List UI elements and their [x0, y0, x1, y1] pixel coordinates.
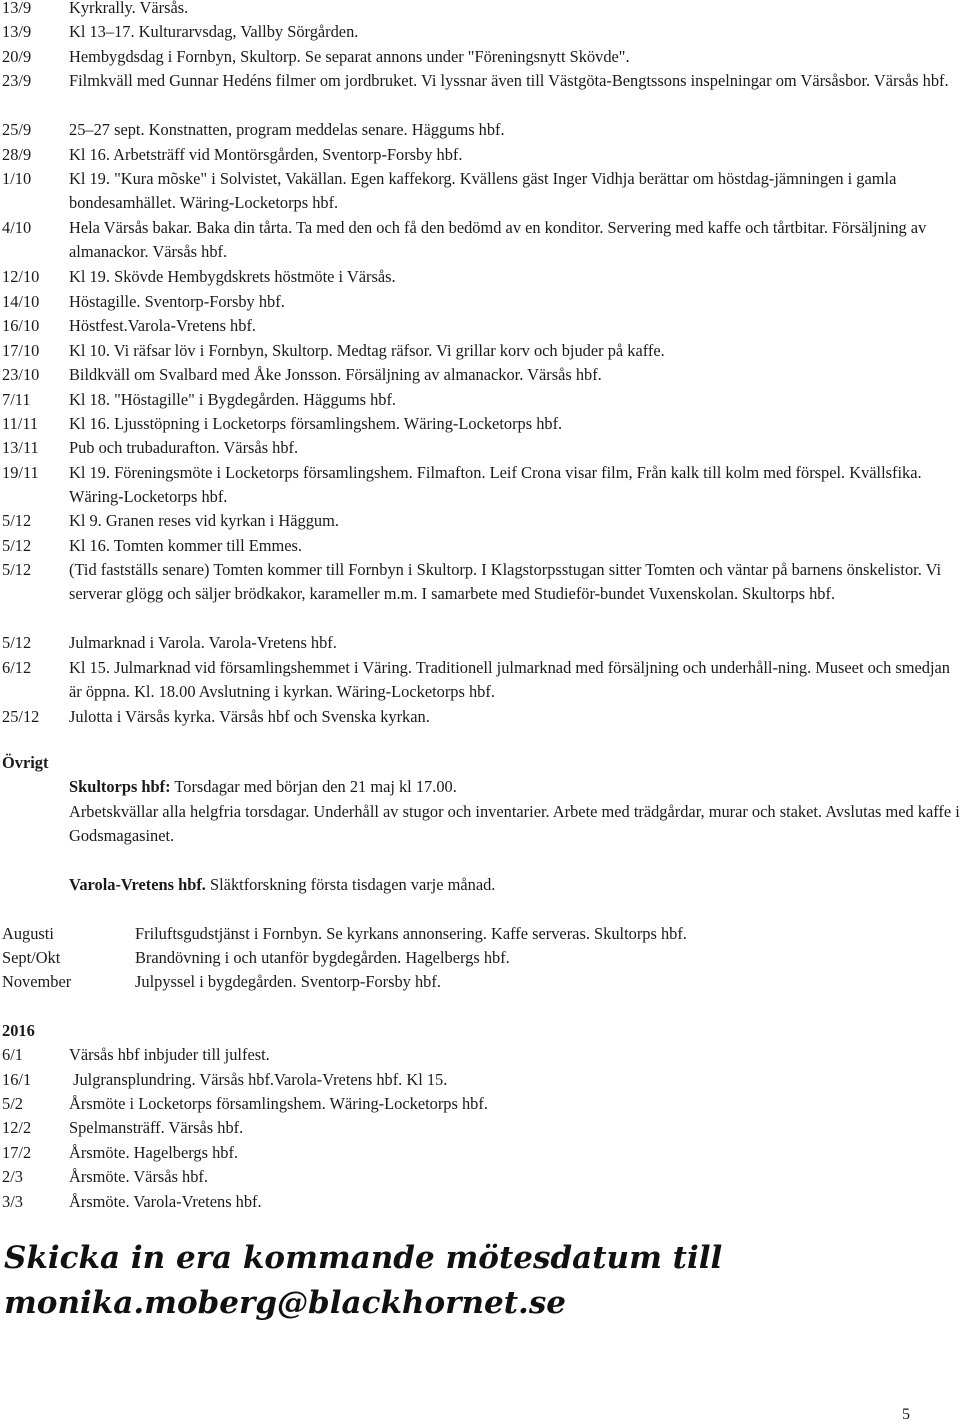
event-2016-text: Julgransplundring. Värsås hbf.Varola-Vretens hbf. Kl 15.: [69, 1070, 448, 1089]
event-row: [0, 363, 960, 387]
event-date: 5/12: [2, 560, 32, 579]
event-text: Kl 9. Granen reses vid kyrkan i Häggum.: [69, 511, 339, 530]
general-row: [0, 946, 960, 970]
general-month: Augusti: [2, 924, 54, 943]
event-date: 28/9: [2, 145, 32, 164]
event-row: [0, 461, 960, 510]
event-text: Hembygdsdag i Fornbyn, Skultorp. Se separat annons under "Föreningsnytt Skövde".: [69, 47, 630, 66]
event-row: [0, 656, 960, 705]
event-date: 25/9: [2, 120, 32, 139]
general-text: Julpyssel i bygdegården. Sventorp-Forsby hbf.: [135, 972, 441, 991]
event-row: [0, 167, 960, 216]
event-2016-date: 12/2: [2, 1118, 32, 1137]
event-date: 20/9: [2, 47, 32, 66]
event-date: 12/10: [2, 267, 40, 286]
event-2016-date: 6/1: [2, 1045, 23, 1064]
event-date: 5/12: [2, 536, 32, 555]
event-row: [0, 509, 960, 533]
general-month: Sept/Okt: [2, 948, 61, 967]
event-date: 14/10: [2, 292, 40, 311]
event-date: 23/9: [2, 71, 32, 90]
event-2016-text: Årsmöte i Locketorps församlingshem. Wäring-Locketorps hbf.: [69, 1094, 488, 1113]
event-date: 11/11: [2, 414, 39, 433]
section-heading-ovrigt: Övrigt: [2, 753, 49, 772]
event-2016-row: [0, 1190, 960, 1214]
event-text: Julmarknad i Varola. Varola-Vretens hbf.: [69, 633, 337, 652]
general-text: Brandövning i och utanför bygdegården. Hagelbergs hbf.: [135, 948, 510, 967]
event-row: [0, 118, 960, 142]
event-row: [0, 412, 960, 436]
event-text: Filmkväll med Gunnar Hedéns filmer om jordbruket. Vi lyssnar även till Västgöta-Bengtssons inspelningar om Värsåsbor. Värsås hbf.: [69, 71, 949, 90]
event-row: [0, 314, 960, 338]
general-month: November: [2, 972, 72, 991]
event-2016-text: Årsmöte. Varola-Vretens hbf.: [69, 1192, 262, 1211]
event-text: Höstagille. Sventorp-Forsby hbf.: [69, 292, 285, 311]
event-row: [0, 631, 960, 655]
event-2016-text: Spelmansträff. Värsås hbf.: [69, 1118, 244, 1137]
event-text: Kl 19. Skövde Hembygdskrets höstmöte i Värsås.: [69, 267, 396, 286]
event-date: 23/10: [2, 365, 40, 384]
event-2016-row: [0, 1165, 960, 1189]
event-text: Kl 19. "Kura mõske" i Solvistet, Vakällan. Egen kaffekorg. Kvällens gäst Inger Vidhja berättar om höstdag-jämningen i gamla bondesamhället. Wäring-Locketorps hbf.: [69, 169, 897, 213]
skultorp-text: Torsdagar med början den 21 maj kl 17.00.: [170, 777, 457, 796]
event-date: 13/11: [2, 438, 39, 457]
event-text: Julotta i Värsås kyrka. Värsås hbf och Svenska kyrkan.: [69, 707, 430, 726]
event-row: [0, 20, 960, 44]
event-2016-text: Värsås hbf inbjuder till julfest.: [69, 1045, 270, 1064]
event-date: 5/12: [2, 511, 32, 530]
event-text: Kl 15. Julmarknad vid församlingshemmet i Väring. Traditionell julmarknad med försäljning och underhåll-ning. Museet och smedjan är öppna. Kl. 18.00 Avslutning i kyrkan. Wäring-Locketorps hbf.: [69, 658, 950, 702]
footer-line-1: Skicka in era kommande mötesdatum till: [4, 1240, 723, 1276]
event-date: 4/10: [2, 218, 32, 237]
event-row: [0, 0, 960, 20]
event-text: Kl 10. Vi räfsar löv i Fornbyn, Skultorp. Medtag räfsor. Vi grillar korv och bjuder på kaffe.: [69, 341, 665, 360]
event-date: 25/12: [2, 707, 40, 726]
event-row: [0, 558, 960, 607]
event-text: Kl 19. Föreningsmöte i Locketorps församlingshem. Filmafton. Leif Crona visar film, Från kalk till kolm med förspel. Kvällsfika. Wäring-Locketorps hbf.: [69, 463, 922, 507]
event-2016-date: 5/2: [2, 1094, 23, 1113]
event-row: [0, 143, 960, 167]
general-text: Friluftsgudstjänst i Fornbyn. Se kyrkans annonsering. Kaffe serveras. Skultorps hbf.: [135, 924, 687, 943]
event-date: 16/10: [2, 316, 40, 335]
event-row: [0, 290, 960, 314]
event-row: [0, 705, 960, 729]
general-row: [0, 970, 960, 994]
section-heading-2016: 2016: [2, 1021, 35, 1040]
event-text: Kl 13–17. Kulturarvsdag, Vallby Sörgården.: [69, 22, 359, 41]
event-date: 1/10: [2, 169, 32, 188]
event-2016-date: 2/3: [2, 1167, 23, 1186]
event-text: Höstfest.Varola-Vretens hbf.: [69, 316, 256, 335]
event-row: [0, 339, 960, 363]
event-row: [0, 265, 960, 289]
event-2016-date: 17/2: [2, 1143, 32, 1162]
event-row: [0, 534, 960, 558]
event-date: 13/9: [2, 22, 32, 41]
varola-name: Varola-Vretens hbf.: [69, 875, 206, 894]
varola-note: [69, 873, 960, 897]
event-text: Kl 16. Arbetsträff vid Montörsgården, Sventorp-Forsby hbf.: [69, 145, 463, 164]
event-date: 13/9: [2, 0, 32, 17]
event-2016-date: 16/1: [2, 1070, 32, 1089]
varola-text: Släktforskning första tisdagen varje månad.: [205, 875, 496, 894]
event-2016-row: [0, 1092, 960, 1116]
event-2016-date: 3/3: [2, 1192, 23, 1211]
event-text: Kl 16. Tomten kommer till Emmes.: [69, 536, 303, 555]
event-text: 25–27 sept. Konstnatten, program meddelas senare. Häggums hbf.: [69, 120, 505, 139]
event-text: Pub och trubadurafton. Värsås hbf.: [69, 438, 299, 457]
event-row: [0, 388, 960, 412]
event-2016-row: [0, 1116, 960, 1140]
event-2016-text: Årsmöte. Värsås hbf.: [69, 1167, 208, 1186]
event-text: Kl 18. "Höstagille" i Bygdegården. Häggums hbf.: [69, 390, 397, 409]
event-date: 5/12: [2, 633, 32, 652]
footer-email[interactable]: monika.moberg@blackhornet.se: [4, 1285, 567, 1321]
event-date: 6/12: [2, 658, 32, 677]
event-2016-row: [0, 1043, 960, 1067]
event-date: 19/11: [2, 463, 39, 482]
skultorp-note: [69, 775, 960, 799]
skultorp-name: Skultorps hbf:: [69, 777, 171, 796]
event-row: [0, 45, 960, 69]
event-text: Kyrkrally. Värsås.: [69, 0, 189, 17]
general-row: [0, 922, 960, 946]
skultorp-details: Arbetskvällar alla helgfria torsdagar. Underhåll av stugor och inventarier. Arbete med trädgårdar, murar och staket. Avslutas med kaffe i Godsmagasinet.: [69, 802, 960, 846]
page-number: 5: [902, 1406, 910, 1423]
event-text: (Tid fastställs senare) Tomten kommer till Fornbyn i Skultorp. I Klagstorpsstugan sitter Tomten och väntar på barnens önskelistor. Vi serverar glögg och säljer brödkakor, karameller m.m. I samarbete med Studieför-bundet Vuxenskolan. Skultorps hbf.: [69, 560, 941, 604]
event-row: [0, 216, 960, 265]
event-date: 17/10: [2, 341, 40, 360]
event-2016-row: [0, 1141, 960, 1165]
event-text: Hela Värsås bakar. Baka din tårta. Ta med den och få den bedömd av en konditor. Servering med kaffe och tårtbitar. Försäljning av almanackor. Värsås hbf.: [69, 218, 927, 262]
event-text: Kl 16. Ljusstöpning i Locketorps församlingshem. Wäring-Locketorps hbf.: [69, 414, 563, 433]
event-row: [0, 436, 960, 460]
event-text: Bildkväll om Svalbard med Åke Jonsson. Försäljning av almanackor. Värsås hbf.: [69, 365, 602, 384]
event-row: [0, 69, 960, 93]
event-2016-row: [0, 1068, 960, 1092]
event-2016-text: Årsmöte. Hagelbergs hbf.: [69, 1143, 239, 1162]
event-date: 7/11: [2, 390, 31, 409]
